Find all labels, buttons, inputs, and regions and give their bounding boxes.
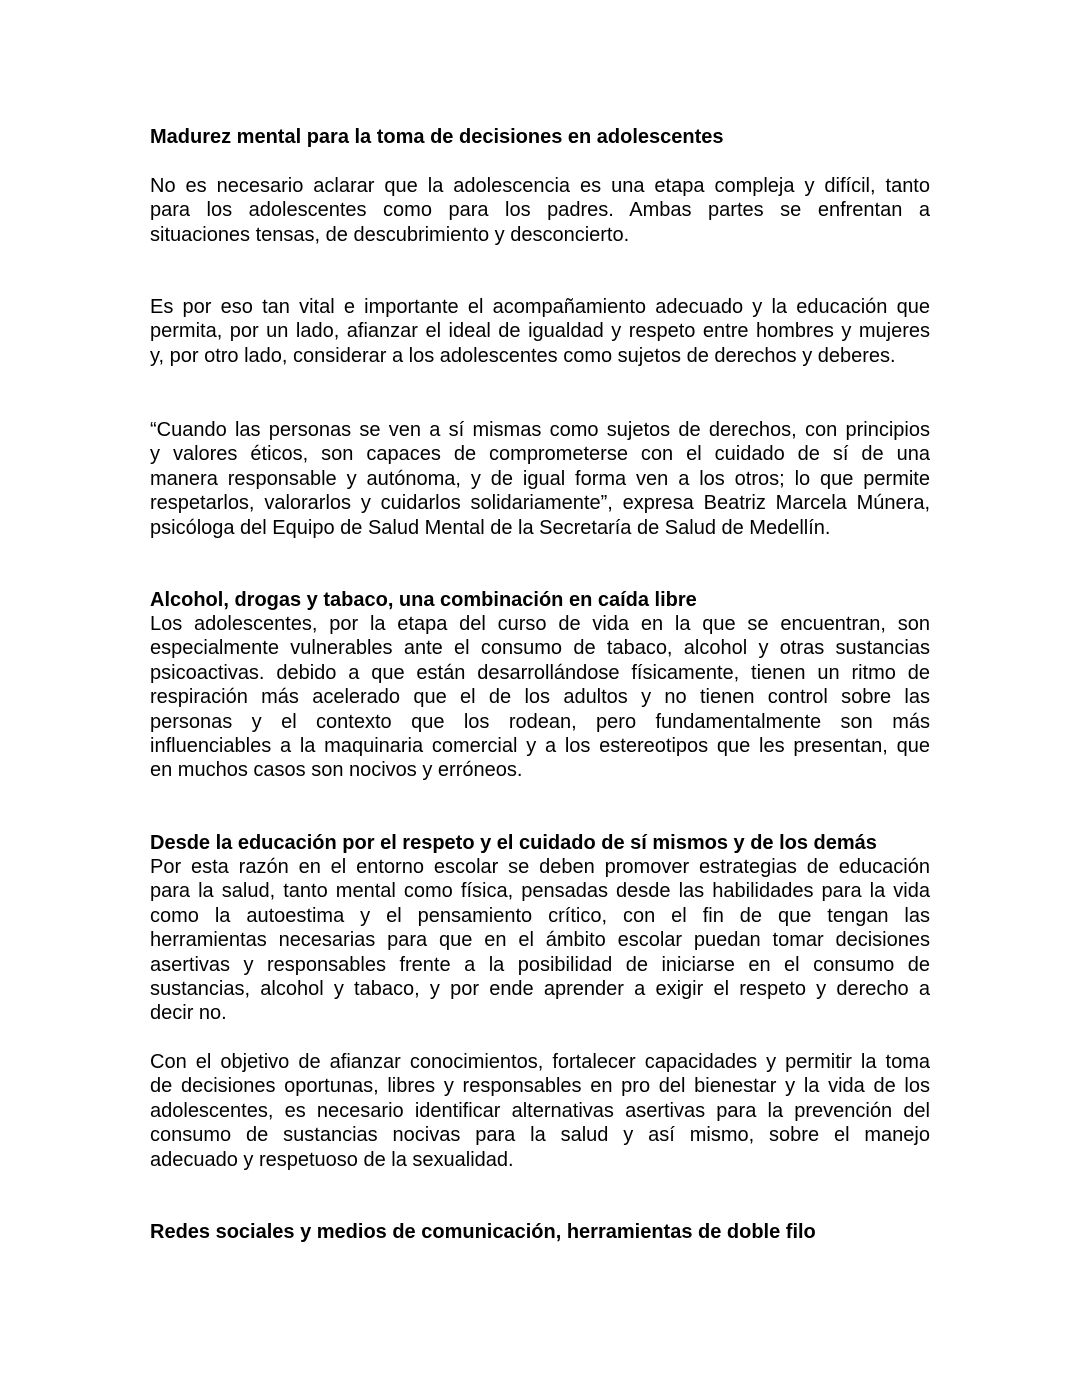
title-text: Madurez mental para la toma de decisiones en adolescentes xyxy=(150,126,724,148)
paragraph xyxy=(150,1050,930,1172)
text-line: en muchos casos son nocivos y erróneos. xyxy=(150,759,523,782)
text-line: respetarlos, valorarlos y cuidarlos solidariamente”, expresa Beatriz Marcela Múnera, xyxy=(150,492,930,515)
text-line: manera responsable y autónoma, y de igual forma ven a los otros; lo que permite xyxy=(150,467,930,490)
text-line: consumo de sustancias nocivas para la salud y así mismo, sobre el manejo xyxy=(150,1124,930,1147)
text-line: de decisiones oportunas, libres y responsables en pro del bienestar y la vida de los xyxy=(150,1075,930,1098)
text-line: influenciables a la maquinaria comercial y a los estereotipos que les presentan, que xyxy=(150,735,930,758)
text-line: permita, por un lado, afianzar el ideal de igualdad y respeto entre hombres y mujeres xyxy=(150,320,930,343)
paragraph xyxy=(150,855,930,1026)
text-line: “Cuando las personas se ven a sí mismas como sujetos de derechos, con principios xyxy=(150,419,930,441)
text-line: especialmente vulnerables ante el consumo de tabaco, alcohol y otras sustancias xyxy=(150,637,930,660)
text-line: y valores éticos, son capaces de comprometerse con el cuidado de sí de una xyxy=(150,443,930,466)
section-heading xyxy=(150,1220,930,1244)
paragraph xyxy=(150,418,930,540)
text-line: para los adolescentes como para los padres. Ambas partes se enfrentan a xyxy=(150,199,930,222)
paragraph xyxy=(150,174,930,247)
heading-text: Desde la educación por el respeto y el cuidado de sí mismos y de los demás xyxy=(150,832,877,854)
heading-text: Alcohol, drogas y tabaco, una combinación en caída libre xyxy=(150,589,697,611)
text-line: respiración más acelerado que el de los adultos y no tienen control sobre las xyxy=(150,686,930,709)
text-line: adecuado y respetuoso de la sexualidad. xyxy=(150,1148,514,1171)
text-line: psicóloga del Equipo de Salud Mental de la Secretaría de Salud de Medellín. xyxy=(150,516,831,539)
text-line: sustancias, alcohol y tabaco, y por ende aprender a exigir el respeto y derecho a xyxy=(150,978,930,1001)
heading-text: Redes sociales y medios de comunicación, herramientas de doble filo xyxy=(150,1221,816,1243)
text-line: como la autoestima y el pensamiento crítico, con el fin de que tengan las xyxy=(150,904,930,927)
text-line: situaciones tensas, de descubrimiento y desconcierto. xyxy=(150,223,630,246)
text-line: asertivas y responsables frente a la posibilidad de iniciarse en el consumo de xyxy=(150,953,930,976)
text-line: para la salud, tanto mental como física, pensadas desde las habilidades para la vida xyxy=(150,880,930,903)
text-line: Es por eso tan vital e importante el acompañamiento adecuado y la educación que xyxy=(150,296,930,318)
text-line: decir no. xyxy=(150,1002,227,1025)
section-heading xyxy=(150,588,930,612)
text-line: Con el objetivo de afianzar conocimientos, fortalecer capacidades y permitir la toma xyxy=(150,1051,930,1073)
section-heading xyxy=(150,831,930,855)
text-line: Por esta razón en el entorno escolar se deben promover estrategias de educación xyxy=(150,856,930,878)
text-line: y, por otro lado, considerar a los adolescentes como sujetos de derechos y deberes. xyxy=(150,344,896,367)
text-line: Los adolescentes, por la etapa del curso de vida en la que se encuentran, son xyxy=(150,613,930,635)
paragraph xyxy=(150,612,930,783)
paragraph xyxy=(150,295,930,368)
text-line: personas y el contexto que los rodean, pero fundamentalmente son más xyxy=(150,710,930,733)
text-line: adolescentes, es necesario identificar alternativas asertivas para la prevención del xyxy=(150,1099,930,1122)
text-line: No es necesario aclarar que la adolescencia es una etapa compleja y difícil, tanto xyxy=(150,175,930,197)
text-line: psicoactivas. debido a que están desarrollándose físicamente, tienen un ritmo de xyxy=(150,661,930,684)
page-title xyxy=(150,125,930,149)
text-line: herramientas necesarias para que en el ámbito escolar puedan tomar decisiones xyxy=(150,929,930,952)
